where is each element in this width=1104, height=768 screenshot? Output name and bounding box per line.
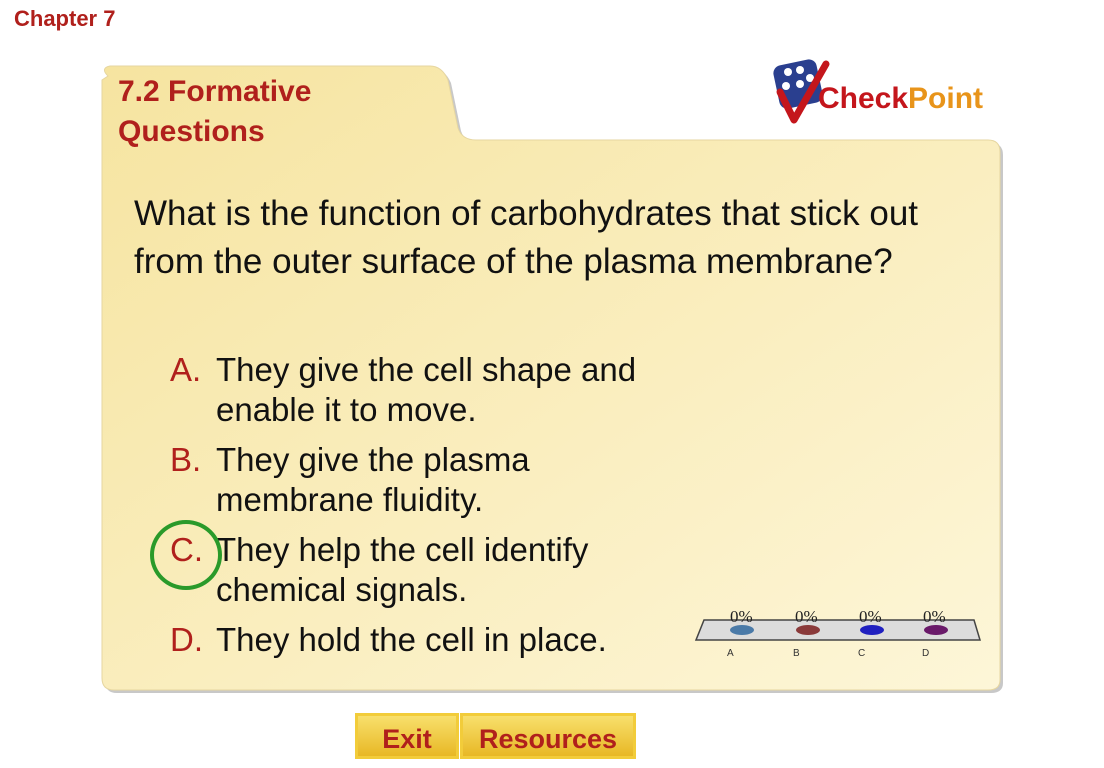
answer-option-c[interactable] [170, 530, 690, 610]
answer-option-d[interactable] [170, 620, 690, 660]
poll-percent-d: 0% [923, 607, 946, 626]
answer-text: They give the cell shape and enable it to move. [216, 351, 637, 428]
poll-label-d: D [922, 648, 930, 659]
logo-check: Check [818, 82, 909, 115]
question-text: What is the function of carbohydrates that stick out from the outer surface of the plasma membrane? [134, 194, 919, 281]
answer-text: They help the cell identify chemical signals. [216, 531, 589, 608]
answer-letter: B. [170, 441, 202, 478]
poll-label-a: A [727, 648, 734, 659]
answer-letter: C. [170, 531, 203, 568]
logo-point: Point [908, 82, 984, 115]
poll-percent-a: 0% [730, 607, 753, 626]
exit-button[interactable]: Exit [355, 713, 459, 759]
answer-text: They give the plasma membrane fluidity. [216, 441, 530, 518]
answer-list [170, 350, 690, 670]
chapter-label: Chapter 7 [14, 6, 116, 31]
poll-percent-b: 0% [795, 607, 818, 626]
poll-percent-c: 0% [859, 607, 882, 626]
poll-label-c: C [858, 648, 866, 659]
answer-letter: A. [170, 351, 202, 388]
resources-button[interactable]: Resources [460, 713, 636, 759]
answer-text: They hold the cell in place. [216, 621, 607, 658]
selected-answer-circle [150, 520, 222, 590]
checkpoint-logo-text [818, 82, 983, 116]
answer-letter: D. [170, 621, 203, 658]
answer-option-a[interactable] [170, 350, 690, 430]
poll-label-b: B [793, 648, 800, 659]
section-title: 7.2 Formative Questions [118, 75, 312, 148]
answer-option-b[interactable] [170, 440, 690, 520]
